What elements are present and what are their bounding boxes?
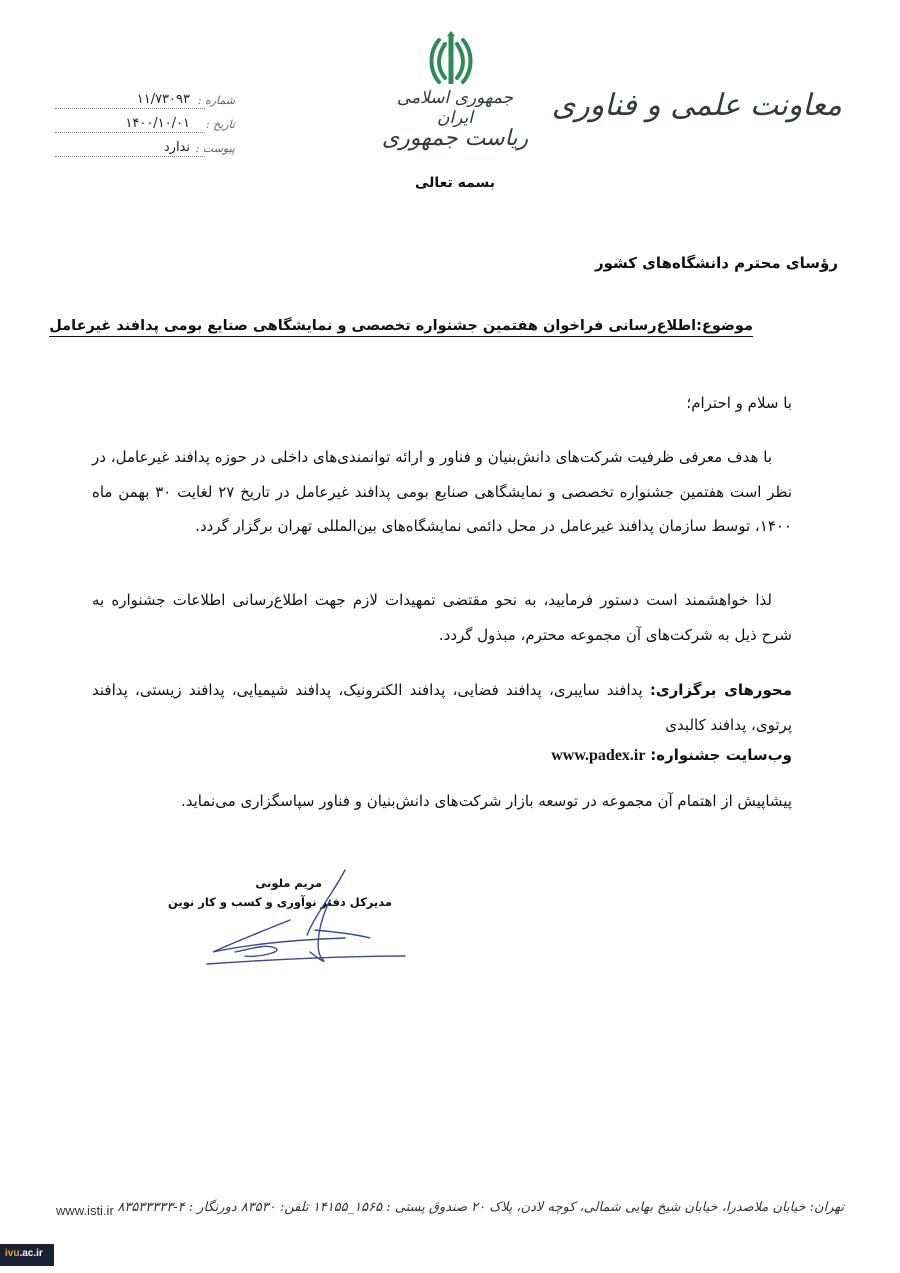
festival-axes: [92, 673, 792, 742]
greeting: با سلام و احترام؛: [686, 394, 792, 412]
website-url[interactable]: www.padex.ir: [551, 747, 646, 764]
country-line: جمهوری اسلامی ایران: [396, 88, 514, 128]
handwritten-signature: [195, 860, 415, 975]
number-label: شماره :: [197, 94, 235, 107]
footer-address: تهران: خیابان ملاصدرا، خیابان شیخ بهایی شمالی، کوچه لادن، پلاک ۲۰ صندوق پستی : ۱۵۶۵_۱۴۱۵۵ تلفن: ۸۳۵۳۰ دورنگار : ۴-۸۳۵۳۳۳۳۳: [117, 1200, 844, 1215]
attachment-dotted-line: [55, 156, 205, 157]
number-value: ۱۱/۷۳۰۹۳: [136, 92, 190, 107]
letter-attachment: [55, 142, 235, 160]
date-value: ۱۴۰۰/۱۰/۰۱: [125, 116, 190, 131]
footer-website[interactable]: www.isti.ir: [56, 1203, 114, 1218]
signatory-title: مدیرکل دفتر نوآوری و کسب و کار نوین: [168, 895, 392, 909]
paragraph-intro: [92, 440, 792, 544]
date-label: تاریخ :: [205, 118, 235, 131]
paragraph-request-text: لذا خواهشمند است دستور فرمایید، به نحو مقتضی تمهیدات لازم جهت اطلاع‌رسانی اطلاعات جشنواره به شرح ذیل به شرکت‌های آن مجموعه محترم، مبذول گردد.: [92, 591, 792, 644]
presidency-line: ریاست جمهوری: [381, 126, 529, 151]
deputy-title: معاونت علمی و فناوری: [551, 88, 842, 123]
corner-logo-text: ivu.ac.ir: [5, 1248, 43, 1259]
corner-logo[interactable]: [0, 1244, 54, 1266]
bismillah: بسمه تعالی: [414, 175, 496, 191]
paragraph-intro-text: با هدف معرفی ظرفیت شرکت‌های دانش‌بنیان و فناور و ارائه توانمندی‌های داخلی در حوزه پدافند غیرعامل، در نظر است هفتمین جشنواره تخصصی و نمایشگاهی صنایع بومی پدافند غیرعامل در تاریخ ۲۷ لغایت ۳۰ بهمن ماه ۱۴۰۰، توسط سازمان پدافند غیرعامل در محل دائمی نمایشگاه‌های بین‌المللی تهران برگزار گردد.: [92, 448, 792, 535]
letter-date: [55, 118, 235, 136]
website-label: وب‌سایت جشنواره:: [650, 746, 792, 764]
attachment-label: پیوست :: [195, 142, 235, 155]
paragraph-request: [92, 583, 792, 652]
recipient: رؤسای محترم دانشگاه‌های کشور: [594, 254, 838, 272]
letter-number: [55, 94, 235, 112]
axes-text: پدافند سایبری، پدافند فضایی، پدافند الکترونیک، پدافند شیمیایی، پدافند زیستی، پدافند پرتوی، پدافند کالبدی: [92, 681, 792, 734]
number-dotted-line: [55, 108, 205, 109]
axes-label: محورهای برگزاری:: [649, 681, 792, 699]
date-dotted-line: [55, 132, 205, 133]
attachment-value: ندارد: [163, 140, 190, 155]
iran-emblem-icon: [423, 30, 479, 90]
subject: موضوع:اطلاع‌رسانی فراخوان هفتمین جشنواره تخصصی و نمایشگاهی صنایع بومی پدافند غیرعامل: [49, 318, 753, 337]
festival-website: [551, 746, 792, 765]
signatory-name: مریم ملونی: [255, 876, 322, 890]
closing-line: پیشاپیش از اهتمام آن مجموعه در توسعه بازار شرکت‌های دانش‌بنیان و فناور سپاسگزاری می‌نماید.: [180, 792, 792, 810]
